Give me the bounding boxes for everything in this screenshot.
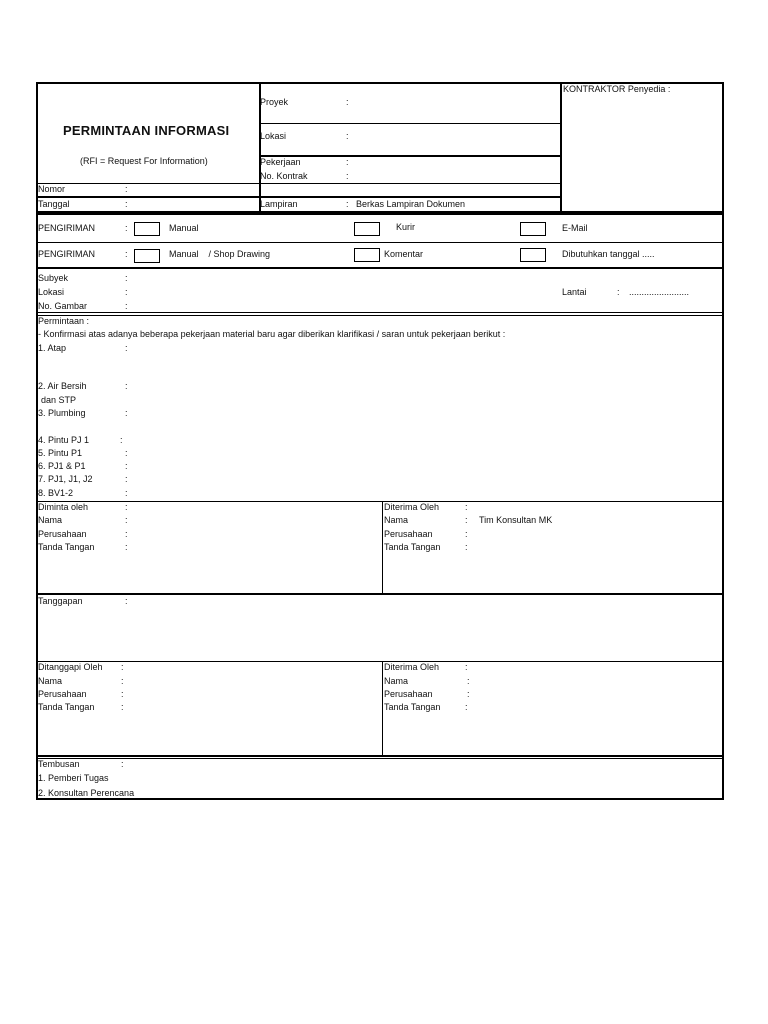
manual-option-label: Manual [169, 223, 199, 233]
diterima-oleh-label: Diterima Oleh [384, 502, 440, 512]
diminta-perusahaan-label: Perusahaan [38, 529, 87, 539]
no-gambar-label: No. Gambar [38, 301, 88, 311]
shop-drawing-checkbox[interactable] [134, 249, 160, 263]
diterima-nama-value: Tim Konsultan MK [479, 515, 553, 525]
diterima-2-ttd-colon: : [465, 702, 468, 712]
tembusan-colon: : [121, 759, 124, 769]
diterima-oleh-colon: : [465, 502, 468, 512]
permintaan-item: 2. Air Bersih [38, 381, 87, 391]
permintaan-item: 5. Pintu P1 [38, 448, 83, 458]
nomor-label: Nomor [38, 184, 66, 194]
proyek-colon: : [346, 97, 349, 107]
dibutuhkan-option-label: Dibutuhkan tanggal ..... [562, 249, 655, 259]
subyek-label: Subyek [38, 273, 69, 283]
ditanggapi-perusahaan-colon: : [121, 689, 124, 699]
diminta-ttd-colon: : [125, 542, 128, 552]
dibutuhkan-checkbox[interactable] [520, 248, 546, 262]
lampiran-label: Lampiran [260, 199, 298, 209]
lantai-colon: : [617, 287, 620, 297]
ditanggapi-oleh-colon: : [121, 662, 124, 672]
lampiran-colon: : [346, 199, 349, 209]
diterima-2-nama-label: Nama [384, 676, 409, 686]
ditanggapi-ttd-label: Tanda Tangan [38, 702, 95, 712]
no-kontrak-label: No. Kontrak [260, 171, 308, 181]
permintaan-item-colon: : [125, 381, 128, 391]
permintaan-item-colon: : [125, 448, 128, 458]
diterima-ttd-colon: : [465, 542, 468, 552]
tanggal-label: Tanggal [38, 199, 70, 209]
diterima-nama-label: Nama [384, 515, 409, 525]
tembusan-label: Tembusan [38, 759, 80, 769]
diterima-2-nama-colon: : [467, 676, 470, 686]
diterima-2-perusahaan-label: Perusahaan [384, 689, 433, 699]
subyek-colon: : [125, 273, 128, 283]
page-title: PERMINTAAN INFORMASI [63, 123, 230, 138]
diminta-oleh-label: Diminta oleh [38, 502, 89, 512]
tanggal-colon: : [125, 199, 128, 209]
proyek-label: Proyek [260, 97, 289, 107]
pengiriman-1-colon: : [125, 223, 128, 233]
manual-checkbox[interactable] [134, 222, 160, 236]
ditanggapi-nama-colon: : [121, 676, 124, 686]
permintaan-item-colon: : [125, 461, 128, 471]
permintaan-item: 8. BV1-2 [38, 488, 74, 498]
kurir-option-label: Kurir [396, 222, 416, 232]
ditanggapi-perusahaan-label: Perusahaan [38, 689, 87, 699]
diterima-nama-colon: : [465, 515, 468, 525]
diterima-2-oleh-colon: : [465, 662, 468, 672]
nomor-colon: : [125, 184, 128, 194]
pengiriman-2-label: PENGIRIMAN [38, 249, 96, 259]
tanggapan-colon: : [125, 596, 128, 606]
tanggapan-label: Tanggapan [38, 596, 83, 606]
email-option-label: E-Mail [562, 223, 588, 233]
pekerjaan-label: Pekerjaan [260, 157, 301, 167]
permintaan-item-colon: : [125, 474, 128, 484]
permintaan-item-colon: : [120, 435, 123, 445]
lampiran-value: Berkas Lampiran Dokumen [356, 199, 466, 209]
pekerjaan-colon: : [346, 157, 349, 167]
permintaan-item-colon: : [125, 488, 128, 498]
pengiriman-1-label: PENGIRIMAN [38, 223, 96, 233]
diminta-nama-colon: : [125, 515, 128, 525]
diminta-perusahaan-colon: : [125, 529, 128, 539]
diminta-ttd-label: Tanda Tangan [38, 542, 95, 552]
permintaan-intro: - Konfirmasi atas adanya beberapa pekerjaan material baru agar diberikan klarifikasi / saran untuk pekerjaan berikut : [38, 329, 506, 339]
shop-drawing-option-label: Manual / Shop Drawing [169, 249, 271, 259]
komentar-checkbox[interactable] [354, 248, 380, 262]
page-subtitle: (RFI = Request For Information) [80, 156, 208, 166]
kontraktor-label: KONTRAKTOR Penyedia : [563, 84, 671, 94]
permintaan-item: dan STP [41, 395, 77, 405]
diminta-oleh-colon: : [125, 502, 128, 512]
lantai-label: Lantai [562, 287, 587, 297]
diterima-ttd-label: Tanda Tangan [384, 542, 441, 552]
permintaan-item: 6. PJ1 & P1 [38, 461, 86, 471]
tembusan-item: 1. Pemberi Tugas [38, 773, 109, 783]
permintaan-item: 4. Pintu PJ 1 [38, 435, 90, 445]
permintaan-item: 7. PJ1, J1, J2 [38, 474, 93, 484]
permintaan-label: Permintaan : [38, 316, 90, 326]
diminta-nama-label: Nama [38, 515, 63, 525]
lantai-value: ........................ [629, 287, 690, 297]
subyek-lokasi-label: Lokasi [38, 287, 65, 297]
diterima-2-oleh-label: Diterima Oleh [384, 662, 440, 672]
komentar-option-label: Komentar [384, 249, 424, 259]
kurir-checkbox[interactable] [354, 222, 380, 236]
permintaan-item-colon: : [125, 343, 128, 353]
subyek-lokasi-colon: : [125, 287, 128, 297]
permintaan-item-colon: : [125, 408, 128, 418]
lokasi-colon: : [346, 131, 349, 141]
ditanggapi-oleh-label: Ditanggapi Oleh [38, 662, 103, 672]
email-checkbox[interactable] [520, 222, 546, 236]
permintaan-item: 3. Plumbing [38, 408, 86, 418]
lokasi-label: Lokasi [260, 131, 287, 141]
pengiriman-2-colon: : [125, 249, 128, 259]
diterima-perusahaan-colon: : [465, 529, 468, 539]
diterima-perusahaan-label: Perusahaan [384, 529, 433, 539]
ditanggapi-ttd-colon: : [121, 702, 124, 712]
permintaan-item: 1. Atap [38, 343, 67, 353]
ditanggapi-nama-label: Nama [38, 676, 63, 686]
no-kontrak-colon: : [346, 171, 349, 181]
diterima-2-perusahaan-colon: : [467, 689, 470, 699]
tembusan-item: 2. Konsultan Perencana [38, 788, 135, 798]
no-gambar-colon: : [125, 301, 128, 311]
diterima-2-ttd-label: Tanda Tangan [384, 702, 441, 712]
